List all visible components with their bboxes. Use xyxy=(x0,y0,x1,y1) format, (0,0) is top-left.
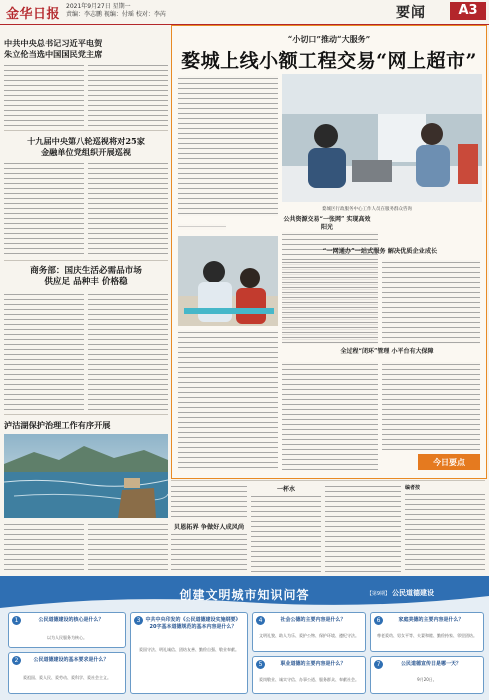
section3-body-col3 xyxy=(382,362,480,450)
quiz-topic: 公民道德建设 xyxy=(392,589,434,597)
feature-lead-col1 xyxy=(178,76,278,216)
story3-body-col2 xyxy=(88,292,168,410)
quiz-question: 家庭美德的主要内容是什么？ xyxy=(398,617,464,623)
page-number: A3 xyxy=(450,2,486,20)
quiz-title: 创建文明城市知识问答 xyxy=(179,588,310,602)
quiz-card-6 xyxy=(370,612,484,652)
strip-body-col3 xyxy=(325,484,401,572)
quiz-answer: 9月20日。 xyxy=(417,677,437,682)
quiz-question: 职业道德的主要内容是什么？ xyxy=(280,661,346,667)
quiz-question: 公民道德建设的核心是什么？ xyxy=(38,617,104,623)
quiz-num: 6 xyxy=(374,616,383,625)
divider xyxy=(4,260,168,261)
lake-photo-image xyxy=(4,434,168,518)
strip-left-title: 贝恩拓界 争做好人成风尚 xyxy=(173,524,245,531)
section3-heading: 全过程“闭环”管理 小平台有大保障 xyxy=(340,348,434,355)
quiz-num: 2 xyxy=(12,656,21,665)
feature-lead-end xyxy=(178,224,226,230)
section2-body-b xyxy=(282,260,378,344)
feature-headline: 婺城上线小额工程交易“网上超市” xyxy=(181,50,477,72)
quiz-num: 1 xyxy=(12,616,21,625)
story3-body-col1 xyxy=(4,292,84,410)
quiz-issue: 【第9期】 xyxy=(366,591,390,597)
section1-heading: 公共资源交易“一张网” 实现高效阳光 xyxy=(283,216,371,231)
quiz-answer: 爱国守法、明礼诚信、团结友善、勤俭自强、敬业奉献。 xyxy=(139,647,239,652)
strip-body-col4 xyxy=(405,492,485,572)
story4-body-col1 xyxy=(4,522,84,572)
quiz-card-5 xyxy=(252,656,366,694)
strip-body-col1b xyxy=(171,532,247,572)
quiz-question: 公民道德建设的基本要求是什么？ xyxy=(33,657,109,663)
feature-photo-2 xyxy=(178,236,278,326)
quiz-answer: 文明礼貌、助人为乐、爱护公物、保护环境、遵纪守法。 xyxy=(259,633,359,638)
newspaper-logo: 金华日报 xyxy=(6,7,61,22)
feature-article xyxy=(171,25,487,479)
story2-body-col2 xyxy=(88,161,168,257)
divider xyxy=(4,414,168,415)
quiz-question: 社会公德的主要内容是什么？ xyxy=(280,617,346,623)
dateline xyxy=(66,3,166,19)
quiz-question: 中共中央印发的《公民道德建设实施纲要》20字基本道德规范的基本内容是什么？ xyxy=(145,617,241,630)
quiz-answer: 爱岗敬业、诚实守信、办事公道、服务群众、奉献社会。 xyxy=(259,677,359,682)
story2-headline: 十九届中央第八轮巡视将对25家 金融单位党组织开展巡视 xyxy=(27,136,145,157)
story1-body-col1 xyxy=(4,63,84,127)
lake-photo xyxy=(4,434,168,518)
story4-headline: 泸沽湖保护治理工作有序开展 xyxy=(4,420,111,430)
section2-heading: “一网通办”一站式服务 解决优质企业成长 xyxy=(322,248,438,255)
quiz-answer: 尊老爱幼、男女平等、夫妻和睦、勤俭持家、邻里团结。 xyxy=(377,633,477,638)
divider xyxy=(171,480,485,481)
strip-right-note: 编者按 xyxy=(405,485,421,491)
divider xyxy=(4,130,168,131)
story3-headline: 商务部：国庆生活必需品市场 供应足 品种丰 价格稳 xyxy=(30,266,142,287)
editor-credits: 责编：李志鹏 视编：付瑶 校对：李芮 xyxy=(66,11,166,18)
quiz-num: 7 xyxy=(374,660,383,669)
feature-kicker: “小切口”推动“大服务” xyxy=(287,34,371,44)
quiz-card-7 xyxy=(370,656,484,694)
story1-headline: 中共中央总书记习近平电贺 朱立伦当选中国国民党主席 xyxy=(4,38,103,59)
section3-body-col1 xyxy=(178,330,278,470)
quiz-card-3 xyxy=(130,612,248,694)
quiz-num: 3 xyxy=(134,616,143,625)
quiz-card-2 xyxy=(8,652,126,694)
strip-mid-title: 一杯水 xyxy=(276,486,295,493)
story2-body-col1 xyxy=(4,161,84,257)
section-title: 要闻 xyxy=(396,5,426,21)
story1-body-col2 xyxy=(88,63,168,127)
photo-caption: 婺城区行政服务中心工作人员在服务群众咨询 xyxy=(322,207,412,212)
quiz-num: 5 xyxy=(256,660,265,669)
publish-date: 2021年9月27日 星期一 xyxy=(66,3,131,10)
quiz-question: 公民道德宣传日是哪一天？ xyxy=(400,661,461,667)
today-highlight-stamp: 今日要点 xyxy=(418,454,480,470)
section3-body-col2 xyxy=(282,362,378,470)
quiz-num: 4 xyxy=(256,616,265,625)
quiz-card-1 xyxy=(8,612,126,648)
strip-body-col1 xyxy=(171,484,247,518)
story4-body-col2 xyxy=(88,522,168,572)
worker-photo xyxy=(178,236,278,326)
section2-body xyxy=(382,260,480,344)
feature-photo xyxy=(282,74,482,202)
quiz-card-4 xyxy=(252,612,366,652)
quiz-answer: 爱祖国、爱人民、爱劳动、爱科学、爱社会主义。 xyxy=(23,675,111,680)
quiz-answer: 以为人民服务为核心。 xyxy=(47,635,87,640)
service-hall-photo xyxy=(282,74,482,202)
strip-body-col2 xyxy=(251,494,321,572)
